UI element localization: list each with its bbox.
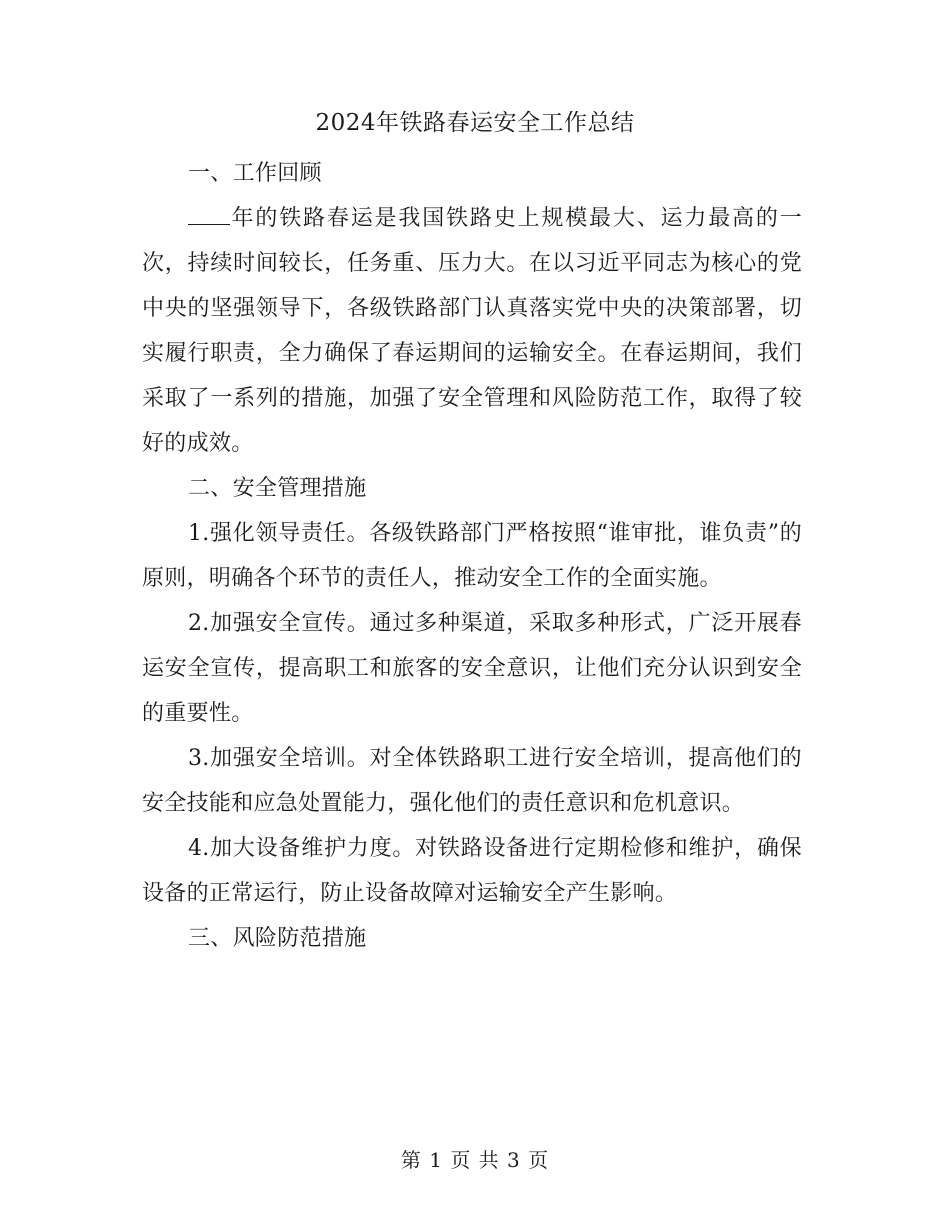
list-item-training: 3.加强安全培训。对全体铁路职工进行安全培训，提高他们的安全技能和应急处置能力，强化他们的责任意识和危机意识。 — [142, 746, 802, 816]
document-body — [142, 151, 802, 961]
list-item-leadership: 1.强化领导责任。各级铁路部门严格按照“谁审批，谁负责”的原则，明确各个环节的责任人，推动安全工作的全面实施。 — [142, 521, 802, 591]
paragraph-review — [142, 196, 802, 466]
section-heading-safety-measures: 二、安全管理措施 — [188, 476, 367, 501]
section-heading-risk-prevention: 三、风险防范措施 — [188, 926, 367, 951]
page-footer: 第 1 页 共 3 页 — [400, 1148, 550, 1172]
paragraph-review-text: 年的铁路春运是我国铁路史上规模最大、运力最高的一次，持续时间较长，任务重、压力大。在以习近平同志为核心的党中央的坚强领导下，各级铁路部门认真落实党中央的决策部署，切实履行职责，全力确保了春运期间的运输安全。在春运期间，我们采取了一系列的措施，加强了安全管理和风险防范工作，取得了较好的成效。 — [142, 206, 802, 456]
list-item-maintenance: 4.加大设备维护力度。对铁路设备进行定期检修和维护，确保设备的正常运行，防止设备故障对运输安全产生影响。 — [142, 836, 802, 906]
fill-in-blank — [188, 206, 230, 225]
section-heading-review: 一、工作回顾 — [188, 161, 322, 186]
document-title: 2024年铁路春运安全工作总结 — [315, 110, 635, 136]
list-item-publicity: 2.加强安全宣传。通过多种渠道，采取多种形式，广泛开展春运安全宣传，提高职工和旅客的安全意识，让他们充分认识到安全的重要性。 — [142, 611, 802, 726]
